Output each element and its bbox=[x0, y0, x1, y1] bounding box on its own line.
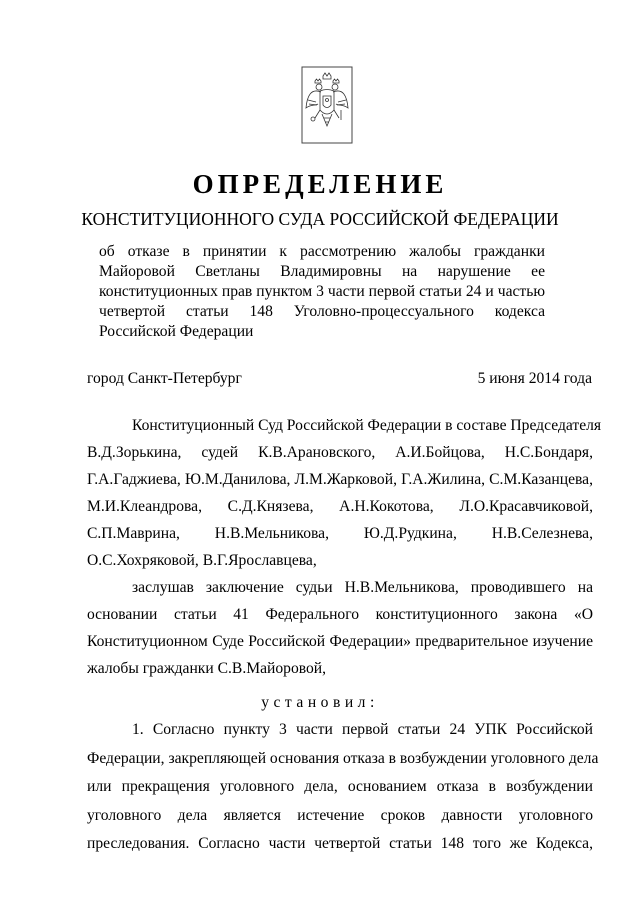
composition-line: Конституционный Суд Российской Федерации в составе Председателя bbox=[132, 417, 602, 434]
case-description-line: об отказе в принятии к рассмотрению жалобы гражданки bbox=[99, 243, 545, 260]
point-1-line: преследования. Согласно части четвертой статьи 148 того же Кодекса, bbox=[87, 835, 593, 852]
court-name: КОНСТИТУЦИОННОГО СУДА РОССИЙСКОЙ ФЕДЕРАЦИИ bbox=[81, 209, 559, 229]
case-description-line: конституционных прав пунктом 3 части первой статьи 24 и частью bbox=[99, 283, 545, 300]
russian-coat-of-arms-icon bbox=[301, 66, 353, 144]
hearing-line: заслушав заключение судьи Н.В.Мельникова, проводившего на bbox=[132, 579, 593, 596]
composition-line: Г.А.Гаджиева, Ю.М.Данилова, Л.М.Жарковой, Г.А.Жилина, С.М.Казанцева, bbox=[87, 471, 593, 488]
composition-line: М.И.Клеандрова, С.Д.Князева, А.Н.Кокотова, Л.О.Красавчиковой, bbox=[87, 498, 593, 515]
composition-line: С.П.Маврина, Н.В.Мельникова, Ю.Д.Рудкина, Н.В.Селезнева, bbox=[87, 525, 593, 542]
hearing-line: основании статьи 41 Федерального конституционного закона «О bbox=[87, 606, 593, 623]
point-1-line: Федерации, закрепляющей основания отказа в возбуждении уголовного дела bbox=[87, 749, 599, 767]
case-description-line: четвертой статьи 148 Уголовно-процессуального кодекса bbox=[99, 303, 545, 320]
hearing-line: жалобы гражданки С.В.Майоровой, bbox=[87, 660, 327, 677]
point-1-line: уголовного дела является истечение сроков давности уголовного bbox=[87, 806, 593, 824]
point-1-line: или прекращения уголовного дела, основанием отказа в возбуждении bbox=[87, 778, 593, 795]
composition-line: В.Д.Зорькина, судей К.В.Арановского, А.И.Бойцова, Н.С.Бондаря, bbox=[87, 444, 593, 461]
preamble bbox=[87, 412, 602, 682]
composition-line: О.С.Хохряковой, В.Г.Ярославцева, bbox=[87, 552, 317, 569]
point-1-line: 1. Согласно пункту 3 части первой статьи 24 УПК Российской bbox=[132, 721, 593, 738]
case-description-line: Российской Федерации bbox=[99, 323, 254, 340]
case-description bbox=[99, 242, 545, 342]
hearing-line: Конституционном Суде Российской Федерации» предварительное изучение bbox=[87, 633, 593, 650]
point-1 bbox=[87, 716, 599, 859]
document-title: ОПРЕДЕЛЕНИЕ bbox=[192, 169, 448, 199]
place-of-issue: город Санкт-Петербург bbox=[87, 370, 242, 387]
established-heading: установил: bbox=[261, 694, 379, 711]
case-description-line: Майоровой Светланы Владимировны на нарушение ее bbox=[99, 263, 545, 280]
date-of-issue: 5 июня 2014 года bbox=[477, 370, 592, 387]
